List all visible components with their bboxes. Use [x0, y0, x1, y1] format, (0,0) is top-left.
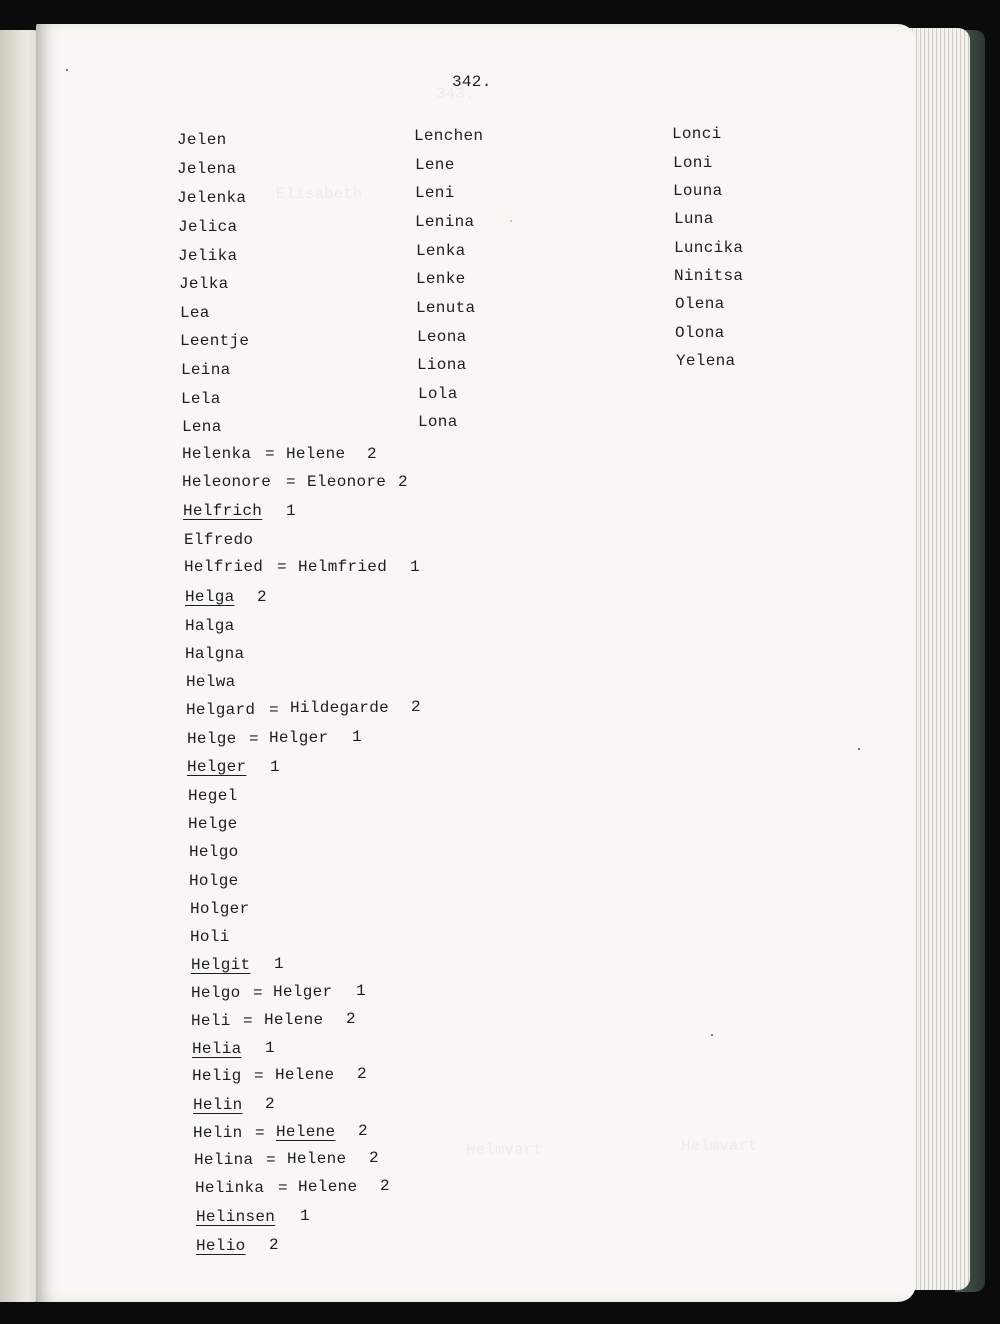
- name-col2-3: Lenina: [415, 213, 475, 231]
- entry-name: Helina: [194, 1151, 254, 1169]
- name-col3-1: Loni: [673, 154, 713, 172]
- entry-name: Halga: [185, 617, 235, 635]
- entry-count: 1: [356, 982, 366, 1000]
- name-col3-0: Lonci: [672, 125, 722, 143]
- entry-count: 1: [300, 1207, 310, 1225]
- name-col1-2: Jelenka: [177, 189, 247, 207]
- entry-name: Halgna: [185, 645, 245, 663]
- entry-name: Helin: [193, 1124, 243, 1142]
- entry-count: 2: [358, 1122, 368, 1140]
- entry-count: 1: [270, 758, 280, 776]
- left-page-edge: [0, 30, 40, 1302]
- entry-equivalent: Helger: [273, 983, 333, 1001]
- entry-name: Holger: [190, 900, 250, 918]
- entry-name-underlined: Helfrich: [183, 502, 263, 520]
- name-col3-7: Olona: [675, 324, 725, 342]
- entry-equals: =: [243, 1012, 253, 1030]
- paper-speck: [711, 1034, 713, 1036]
- entry-count: 2: [357, 1065, 367, 1083]
- name-col2-2: Leni: [415, 184, 455, 202]
- entry-name-underlined: Helin: [193, 1096, 243, 1114]
- name-col3-5: Ninitsa: [674, 267, 744, 285]
- entry-equivalent: Helene: [286, 445, 346, 463]
- entry-count: 2: [265, 1095, 275, 1113]
- entry-name: Helfried: [184, 558, 264, 576]
- name-col1-10: Lena: [182, 418, 222, 436]
- name-col2-1: Lene: [415, 156, 455, 174]
- page-number: 342.: [452, 73, 492, 91]
- name-col3-8: Yelena: [676, 352, 736, 370]
- entry-count: 2: [257, 588, 267, 606]
- entry-count: 2: [269, 1236, 279, 1254]
- show-through-text: 343.: [436, 85, 475, 103]
- entry-name: Helig: [192, 1067, 242, 1085]
- entry-equivalent: Hildegarde: [290, 699, 390, 717]
- entry-name: Helgo: [189, 843, 239, 861]
- name-col1-9: Lela: [181, 390, 221, 408]
- name-col3-2: Louna: [673, 182, 723, 200]
- show-through-text: Elisabeth: [276, 185, 363, 203]
- name-col2-10: Lona: [418, 413, 458, 431]
- show-through-text: Helmvart: [681, 1137, 758, 1155]
- entry-count: 1: [286, 502, 296, 520]
- entry-count: 2: [380, 1177, 390, 1195]
- entry-count: 1: [410, 558, 420, 576]
- entry-count: 2: [398, 473, 408, 491]
- paper-speck: [510, 220, 512, 222]
- name-col1-5: Jelka: [179, 275, 229, 293]
- entry-equals: =: [286, 473, 296, 491]
- entry-name: Helinka: [195, 1179, 265, 1197]
- entry-name-underlined: Helger: [187, 758, 247, 776]
- entry-name: Heleonore: [182, 473, 272, 491]
- name-col2-6: Lenuta: [416, 299, 476, 317]
- entry-count: 2: [411, 698, 421, 716]
- entry-name: Helgard: [186, 701, 256, 719]
- entry-equivalent-underlined: Helene: [276, 1123, 336, 1141]
- name-col1-3: Jelica: [178, 218, 238, 236]
- entry-equals: =: [269, 701, 279, 719]
- entry-count: 1: [352, 728, 362, 746]
- entry-count: 1: [265, 1039, 275, 1057]
- name-col2-9: Lola: [418, 385, 458, 403]
- name-col1-6: Lea: [180, 304, 210, 322]
- entry-equals: =: [249, 730, 259, 748]
- entry-count: 1: [274, 955, 284, 973]
- name-col1-1: Jelena: [177, 160, 237, 178]
- name-col2-8: Liona: [417, 356, 467, 374]
- entry-name: Holi: [190, 928, 230, 946]
- entry-equivalent: Helene: [298, 1178, 358, 1196]
- entry-name-underlined: Helgit: [191, 956, 251, 974]
- entry-equivalent: Helene: [275, 1066, 335, 1084]
- name-col3-6: Olena: [675, 295, 725, 313]
- entry-equals: =: [266, 1151, 276, 1169]
- entry-equals: =: [255, 1124, 265, 1142]
- name-col2-0: Lenchen: [414, 127, 484, 145]
- name-col1-7: Leentje: [180, 332, 250, 350]
- entry-equivalent: Helger: [269, 729, 329, 747]
- name-col1-8: Leina: [181, 361, 231, 379]
- entry-equals: =: [253, 984, 263, 1002]
- entry-equals: =: [278, 1179, 288, 1197]
- name-col2-5: Lenke: [416, 270, 466, 288]
- entry-name: Helge: [188, 815, 238, 833]
- entry-name: Helwa: [186, 673, 236, 691]
- entry-equivalent: Eleonore: [307, 473, 387, 491]
- name-col2-4: Lenka: [416, 242, 466, 260]
- entry-equals: =: [277, 558, 287, 576]
- entry-name: Heli: [191, 1012, 231, 1030]
- paper-speck: [858, 748, 860, 750]
- entry-count: 2: [346, 1010, 356, 1028]
- entry-name: Hegel: [188, 787, 238, 805]
- entry-name: Holge: [189, 872, 239, 890]
- entry-name: Elfredo: [184, 531, 254, 549]
- name-col1-0: Jelen: [177, 131, 227, 149]
- entry-equivalent: Helmfried: [298, 558, 388, 576]
- entry-equals: =: [254, 1067, 264, 1085]
- paper-speck: [66, 69, 68, 71]
- entry-name: Helgo: [191, 984, 241, 1002]
- name-col2-7: Leona: [417, 328, 467, 346]
- name-col3-4: Luncika: [674, 239, 744, 257]
- entry-name-underlined: Helinsen: [196, 1208, 276, 1226]
- entry-equivalent: Helene: [264, 1011, 324, 1029]
- entry-name: Helge: [187, 730, 237, 748]
- entry-equivalent: Helene: [287, 1150, 347, 1168]
- entry-equals: =: [265, 445, 275, 463]
- name-col3-3: Luna: [674, 210, 714, 228]
- name-col1-4: Jelika: [178, 247, 238, 265]
- entry-name-underlined: Helia: [192, 1040, 242, 1058]
- entry-count: 2: [369, 1149, 379, 1167]
- entry-count: 2: [367, 445, 377, 463]
- entry-name-underlined: Helio: [196, 1237, 246, 1255]
- entry-name-underlined: Helga: [185, 588, 235, 606]
- show-through-text: Helmvart: [466, 1141, 543, 1159]
- book-page: [36, 24, 916, 1302]
- entry-name: Helenka: [182, 445, 252, 463]
